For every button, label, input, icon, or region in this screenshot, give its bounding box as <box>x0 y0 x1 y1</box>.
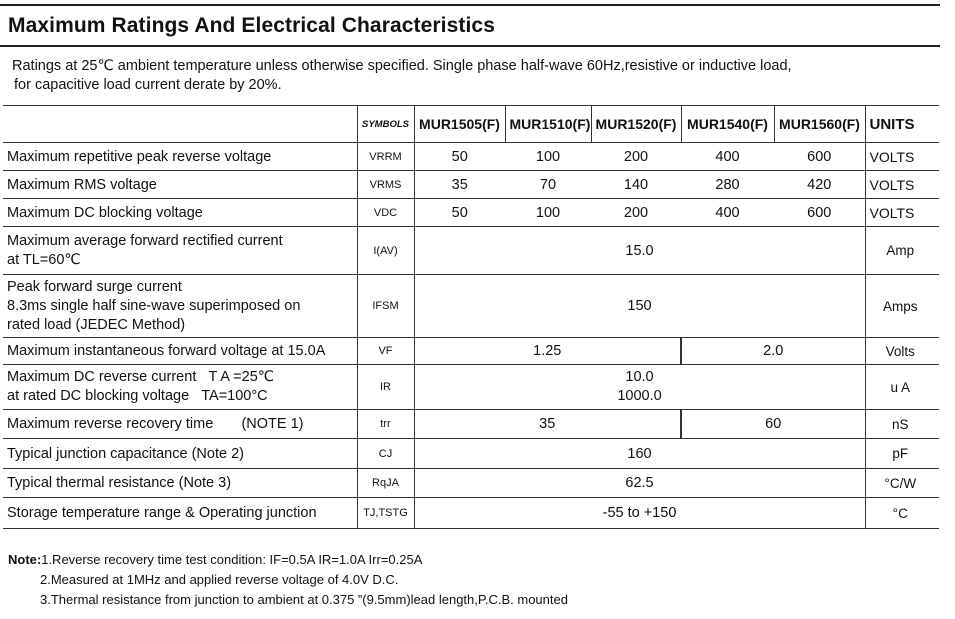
row-desc: Typical junction capacitance (Note 2) <box>3 439 357 469</box>
row-unit: Amps <box>865 275 939 338</box>
row-desc: Typical thermal resistance (Note 3) <box>3 469 357 498</box>
note-1-text: 1.Reverse recovery time test condition: IF=0.5A IR=1.0A Irr=0.25A <box>41 552 423 567</box>
row-desc-line: Maximum average forward rectified current <box>7 232 283 249</box>
row-desc <box>3 410 357 439</box>
table-row <box>3 171 939 199</box>
row-desc-line: at TL=60℃ <box>7 251 81 268</box>
row-desc-condition: TA=100°C <box>201 388 268 404</box>
row-desc-text: Maximum DC reverse current <box>7 369 197 385</box>
row-value: 35 <box>414 410 681 439</box>
row-value: 1.25 <box>414 338 681 365</box>
row-unit: Amp <box>865 227 939 275</box>
row-value: 160 <box>414 439 865 469</box>
table-row <box>3 143 939 171</box>
table-row <box>3 439 939 469</box>
row-value: 2.0 <box>681 338 865 365</box>
notes-label: Note: <box>8 552 42 567</box>
row-symbol: IR <box>357 365 414 410</box>
header-part-1: MUR1505(F) <box>414 106 505 143</box>
row-value: 200 <box>591 143 681 171</box>
notes <box>8 550 568 610</box>
row-desc <box>3 365 357 410</box>
row-value: 420 <box>774 171 865 199</box>
top-rule <box>0 4 940 6</box>
row-desc: Maximum instantaneous forward voltage at 15.0A <box>3 338 357 365</box>
row-symbol: trr <box>357 410 414 439</box>
row-value: 70 <box>505 171 591 199</box>
row-value: 280 <box>681 171 774 199</box>
header-units: UNITS <box>865 106 939 143</box>
row-desc: Maximum RMS voltage <box>3 171 357 199</box>
row-desc-line: Peak forward surge current <box>7 278 182 295</box>
row-value: 140 <box>591 171 681 199</box>
table-row <box>3 275 939 338</box>
row-desc-line: rated load (JEDEC Method) <box>7 316 186 333</box>
row-value: 200 <box>591 199 681 227</box>
note-1 <box>8 550 568 570</box>
row-value: 50 <box>414 143 505 171</box>
title-rule <box>0 45 940 47</box>
header-part-3: MUR1520(F) <box>591 106 681 143</box>
ratings-table <box>3 105 939 529</box>
table-row <box>3 410 939 439</box>
table-row <box>3 227 939 275</box>
intro-line-2: for capacitive load current derate by 20%. <box>14 77 282 93</box>
row-value: 15.0 <box>414 227 865 275</box>
intro-line-1: Ratings at 25℃ ambient temperature unless otherwise specified. Single phase half-wave 60Hz,resistive or inductive load, <box>12 58 792 74</box>
header-symbols: SYMBOLS <box>357 106 414 143</box>
table-row <box>3 199 939 227</box>
row-value-line: 10.0 <box>625 369 654 385</box>
row-value-line: 1000.0 <box>617 388 662 404</box>
row-desc-note: (NOTE 1) <box>241 416 304 432</box>
row-unit: VOLTS <box>865 143 939 171</box>
row-unit: Volts <box>865 338 939 365</box>
table-row <box>3 469 939 498</box>
note-2: 2.Measured at 1MHz and applied reverse voltage of 4.0V D.C. <box>40 572 399 587</box>
table-row <box>3 338 939 365</box>
row-value: -55 to +150 <box>414 498 865 529</box>
row-value: 600 <box>774 199 865 227</box>
row-desc: Storage temperature range & Operating junction <box>3 498 357 529</box>
row-symbol: VF <box>357 338 414 365</box>
table-row <box>3 365 939 410</box>
header-blank <box>3 106 357 143</box>
page-title: Maximum Ratings And Electrical Characteristics <box>8 14 495 37</box>
row-symbol: VRMS <box>357 171 414 199</box>
row-desc: Maximum DC blocking voltage <box>3 199 357 227</box>
row-value: 100 <box>505 143 591 171</box>
row-desc-line <box>7 368 353 387</box>
table-row <box>3 498 939 529</box>
row-value: 400 <box>681 199 774 227</box>
row-symbol: I(AV) <box>357 227 414 275</box>
row-desc-line: 8.3ms single half sine-wave superimposed on <box>7 297 301 314</box>
row-value: 50 <box>414 199 505 227</box>
row-unit: °C/W <box>865 469 939 498</box>
note-3: 3.Thermal resistance from junction to ambient at 0.375 ”(9.5mm)lead length,P.C.B. mounted <box>40 592 568 607</box>
row-value: 600 <box>774 143 865 171</box>
row-value: 150 <box>414 275 865 338</box>
row-unit: VOLTS <box>865 199 939 227</box>
header-part-4: MUR1540(F) <box>681 106 774 143</box>
row-unit: nS <box>865 410 939 439</box>
row-value: 100 <box>505 199 591 227</box>
row-symbol: VDC <box>357 199 414 227</box>
row-value: 62.5 <box>414 469 865 498</box>
row-symbol: IFSM <box>357 275 414 338</box>
row-symbol: CJ <box>357 439 414 469</box>
row-desc: Maximum repetitive peak reverse voltage <box>3 143 357 171</box>
row-desc <box>3 227 357 275</box>
row-desc-line <box>7 387 353 406</box>
row-symbol: RqJA <box>357 469 414 498</box>
row-desc-text: at rated DC blocking voltage <box>7 388 190 404</box>
intro-text <box>12 57 912 95</box>
header-part-5: MUR1560(F) <box>774 106 865 143</box>
row-unit: °C <box>865 498 939 529</box>
row-symbol: TJ,TSTG <box>357 498 414 529</box>
row-desc-text: Maximum reverse recovery time <box>7 416 214 432</box>
row-unit: pF <box>865 439 939 469</box>
row-desc-condition: T A =25℃ <box>208 369 275 385</box>
row-value <box>414 365 865 410</box>
header-part-2: MUR1510(F) <box>505 106 591 143</box>
row-symbol: VRRM <box>357 143 414 171</box>
row-value: 400 <box>681 143 774 171</box>
row-value: 60 <box>681 410 865 439</box>
row-value: 35 <box>414 171 505 199</box>
row-desc <box>3 275 357 338</box>
row-unit: VOLTS <box>865 171 939 199</box>
row-unit: u A <box>865 365 939 410</box>
table-header-row <box>3 106 939 143</box>
